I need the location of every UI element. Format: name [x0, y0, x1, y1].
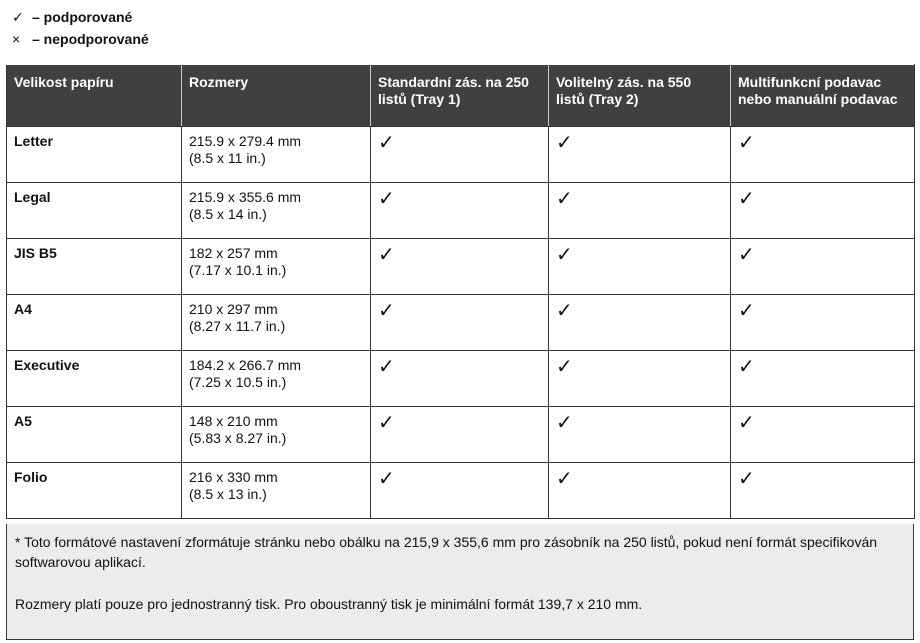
legend-unsupported: [12, 28, 149, 50]
duplex-note: Rozmery platí pouze pro jednostranný tisk. Pro oboustranný tisk je minimální formát 139,7 x 210 mm.: [15, 596, 643, 612]
footnote: * Toto formátové nastavení zformátuje stránku nebo obálku na 215,9 x 355,6 mm pro zásobník na 250 listů, pokud není formát specifikován softwarovou aplikací.: [15, 534, 878, 570]
cross-icon: ×: [12, 31, 21, 47]
cell-paper-size: [7, 463, 182, 519]
check-icon: ✓: [378, 356, 395, 378]
cell-tray-1: [371, 351, 549, 407]
dimension-in: (7.17 x 10.1 in.): [189, 262, 287, 278]
legend-supported-text: – podporované: [32, 9, 133, 25]
check-icon: ✓: [378, 468, 395, 490]
cell-tray-1: [371, 295, 549, 351]
dimension-in: (8.27 x 11.7 in.): [189, 318, 286, 334]
cell-tray-1: [371, 239, 549, 295]
dimension-mm: 182 x 257 mm: [189, 245, 278, 261]
cell-tray-2: [549, 351, 731, 407]
paper-size-label: Legal: [14, 189, 51, 205]
cell-multipurpose-feeder: [731, 295, 915, 351]
header-dimensions: Rozmery: [182, 65, 371, 127]
cell-dimensions: [182, 239, 371, 295]
header-tray-2: Volitelný zás. na 550 listů (Tray 2): [549, 65, 731, 127]
dimension-mm: 184.2 x 266.7 mm: [189, 357, 302, 373]
legend-supported: [12, 6, 149, 28]
check-icon: ✓: [738, 356, 755, 378]
cell-multipurpose-feeder: [731, 127, 915, 183]
check-icon: ✓: [738, 244, 755, 266]
table-row: [7, 183, 915, 239]
check-icon: ✓: [378, 300, 395, 322]
cell-tray-2: [549, 295, 731, 351]
check-icon: ✓: [378, 244, 395, 266]
dimension-in: (8.5 x 13 in.): [189, 486, 267, 502]
cell-multipurpose-feeder: [731, 351, 915, 407]
cell-tray-1: [371, 183, 549, 239]
paper-size-label: Letter: [14, 133, 53, 149]
cell-multipurpose-feeder: [731, 463, 915, 519]
table-row: [7, 127, 915, 183]
table-body: [7, 127, 915, 519]
check-icon: ✓: [378, 188, 395, 210]
paper-size-label: JIS B5: [14, 245, 57, 261]
cell-tray-2: [549, 463, 731, 519]
header-row: [7, 65, 915, 127]
cell-paper-size: [7, 351, 182, 407]
cell-tray-1: [371, 407, 549, 463]
cell-tray-2: [549, 127, 731, 183]
cell-tray-1: [371, 463, 549, 519]
check-icon: ✓: [738, 132, 755, 154]
table-row: [7, 239, 915, 295]
cell-dimensions: [182, 295, 371, 351]
check-icon: ✓: [556, 412, 573, 434]
table-row: [7, 463, 915, 519]
table-header: [7, 65, 915, 127]
cell-tray-1: [371, 127, 549, 183]
cell-paper-size: [7, 239, 182, 295]
dimension-mm: 215.9 x 279.4 mm: [189, 133, 302, 149]
check-icon: ✓: [556, 188, 573, 210]
cell-dimensions: [182, 463, 371, 519]
cell-dimensions: [182, 183, 371, 239]
cell-paper-size: [7, 127, 182, 183]
cell-paper-size: [7, 407, 182, 463]
header-paper-size: Velikost papíru: [7, 65, 182, 127]
check-icon: ✓: [738, 412, 755, 434]
cell-tray-2: [549, 183, 731, 239]
dimension-mm: 210 x 297 mm: [189, 301, 278, 317]
dimension-mm: 215.9 x 355.6 mm: [189, 189, 302, 205]
legend-unsupported-text: – nepodporované: [32, 31, 149, 47]
header-tray-1: Standardní zás. na 250 listů (Tray 1): [371, 65, 549, 127]
table-row: [7, 351, 915, 407]
check-icon: ✓: [738, 468, 755, 490]
cell-multipurpose-feeder: [731, 239, 915, 295]
paper-size-label: A4: [14, 301, 32, 317]
check-icon: ✓: [378, 132, 395, 154]
cell-dimensions: [182, 127, 371, 183]
cell-paper-size: [7, 295, 182, 351]
cell-paper-size: [7, 183, 182, 239]
paper-size-label: Folio: [14, 469, 48, 485]
paper-size-label: A5: [14, 413, 32, 429]
check-icon: ✓: [556, 468, 573, 490]
dimension-in: (5.83 x 8.27 in.): [189, 430, 287, 446]
check-icon: ✓: [556, 356, 573, 378]
cell-multipurpose-feeder: [731, 407, 915, 463]
check-icon: ✓: [738, 300, 755, 322]
table-row: [7, 295, 915, 351]
check-icon: ✓: [738, 188, 755, 210]
legend: [12, 6, 149, 50]
cell-dimensions: [182, 407, 371, 463]
check-icon: ✓: [556, 300, 573, 322]
dimension-in: (8.5 x 11 in.): [189, 150, 266, 166]
check-icon: ✓: [378, 412, 395, 434]
dimension-in: (8.5 x 14 in.): [189, 206, 267, 222]
cell-tray-2: [549, 407, 731, 463]
paper-size-label: Executive: [14, 357, 80, 373]
check-icon: ✓: [556, 132, 573, 154]
dimension-mm: 216 x 330 mm: [189, 469, 278, 485]
paper-size-table: [6, 64, 915, 519]
table-notes: [6, 524, 914, 640]
check-icon: ✓: [12, 9, 24, 25]
cell-tray-2: [549, 239, 731, 295]
header-multipurpose-feeder: Multifunkcní podavac nebo manuální podavac: [731, 65, 915, 127]
dimension-mm: 148 x 210 mm: [189, 413, 278, 429]
table-row: [7, 407, 915, 463]
dimension-in: (7.25 x 10.5 in.): [189, 374, 287, 390]
check-icon: ✓: [556, 244, 573, 266]
cell-multipurpose-feeder: [731, 183, 915, 239]
cell-dimensions: [182, 351, 371, 407]
